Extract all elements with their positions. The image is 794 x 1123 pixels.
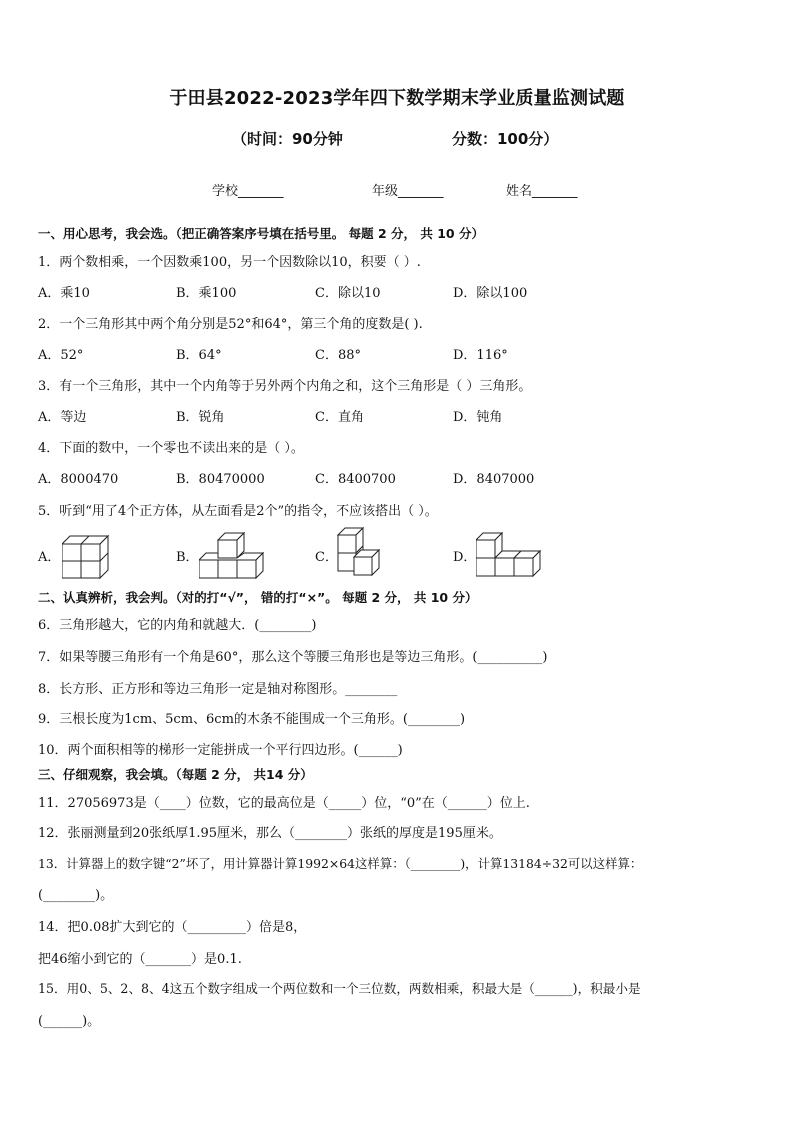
section-1-heading: 一、用心思考，我会选。（把正确答案序号填在括号里。 每题 2 分， 共 10 分） — [38, 226, 484, 241]
q5-option-b-cubes — [199, 530, 267, 580]
section-2-heading: 二、认真辨析，我会判。（对的打“√”， 错的打“×”。 每题 2 分， 共 10 分） — [38, 590, 478, 605]
question-11: 11．27056973是（____）位数，它的最高位是（_____）位，“0”在（______）位上. — [38, 796, 530, 811]
question-7: 7．如果等腰三角形有一个角是60°，那么这个等腰三角形也是等边三角形。(__________) — [38, 650, 548, 665]
q3-option-a: A．等边 — [38, 410, 87, 425]
q4-option-a: A．8000470 — [38, 472, 119, 487]
question-1: 1．两个数相乘，一个因数乘100，另一个因数除以10，积要（ ）. — [38, 255, 421, 270]
question-3: 3．有一个三角形，其中一个内角等于另外两个内角之和，这个三角形是（ ）三角形。 — [38, 379, 532, 394]
q1-option-d: D．除以100 — [453, 286, 528, 301]
question-4: 4．下面的数中，一个零也不读出来的是（ ）。 — [38, 441, 304, 456]
question-6: 6．三角形越大，它的内角和就越大．(________) — [38, 618, 317, 633]
q2-option-b: B．64° — [176, 348, 222, 363]
q2-option-d: D．116° — [453, 348, 508, 363]
exam-time: （时间：90分钟 — [232, 130, 343, 148]
exam-score: 分数：100分） — [452, 130, 559, 148]
q4-option-b: B．80470000 — [176, 472, 265, 487]
name-field: 姓名_______ — [506, 184, 578, 199]
school-field: 学校_______ — [212, 184, 284, 199]
q1-option-c: C．除以10 — [315, 286, 381, 301]
q2-option-c: C．88° — [315, 348, 361, 363]
q4-option-c: C．8400700 — [315, 472, 396, 487]
question-13-line2: (________)。 — [38, 888, 114, 903]
grade-field: 年级_______ — [372, 184, 444, 199]
question-2: 2．一个三角形其中两个角分别是52°和64°，第三个角的度数是( ). — [38, 317, 423, 332]
q5-option-c-label: C． — [315, 550, 338, 565]
q1-option-b: B．乘100 — [176, 286, 237, 301]
question-5: 5．听到“用了4个正方体，从左面看是2个”的指令，不应该搭出（ ）。 — [38, 504, 438, 519]
section-3-heading: 三、仔细观察，我会填。（每题 2 分， 共14 分） — [38, 767, 313, 782]
q5-option-d-cubes — [476, 530, 544, 580]
question-8: 8．长方形、正方形和等边三角形一定是轴对称图形。________ — [38, 682, 398, 697]
q3-option-c: C．直角 — [315, 410, 364, 425]
q3-option-b: B．锐角 — [176, 410, 225, 425]
question-15-line2: (______)。 — [38, 1014, 101, 1029]
q5-option-a-cubes — [62, 530, 112, 580]
q4-option-d: D．8407000 — [453, 472, 535, 487]
question-14-line2: 把46缩小到它的（_______）是0.1. — [38, 952, 242, 967]
q5-option-d-label: D． — [453, 550, 477, 565]
question-14-line1: 14．把0.08扩大到它的（_________）倍是8， — [38, 920, 307, 935]
q1-option-a: A．乘10 — [38, 286, 90, 301]
page-title: 于田县2022-2023学年四下数学期末学业质量监测试题 — [169, 88, 625, 109]
question-12: 12．张丽测量到20张纸厚1.95厘米，那么（________）张纸的厚度是195厘米。 — [38, 826, 502, 841]
question-10: 10．两个面积相等的梯形一定能拼成一个平行四边形。(______) — [38, 743, 403, 758]
question-9: 9．三根长度为1cm、5cm、6cm的木条不能围成一个三角形。(________) — [38, 712, 466, 727]
q3-option-d: D．钝角 — [453, 410, 503, 425]
question-15-line1: 15．用0、5、2、8、4这五个数字组成一个两位数和一个三位数，两数相乘，积最大是（______)，积最小是 — [38, 981, 641, 996]
question-13-line1: 13．计算器上的数字键“2”坏了，用计算器计算1992×64这样算：（________)，计算13184÷32可以这样算： — [38, 856, 643, 871]
q5-option-c-cubes — [336, 526, 386, 580]
q5-option-a-label: A． — [38, 550, 61, 565]
q2-option-a: A．52° — [38, 348, 84, 363]
q5-option-b-label: B． — [176, 550, 199, 565]
